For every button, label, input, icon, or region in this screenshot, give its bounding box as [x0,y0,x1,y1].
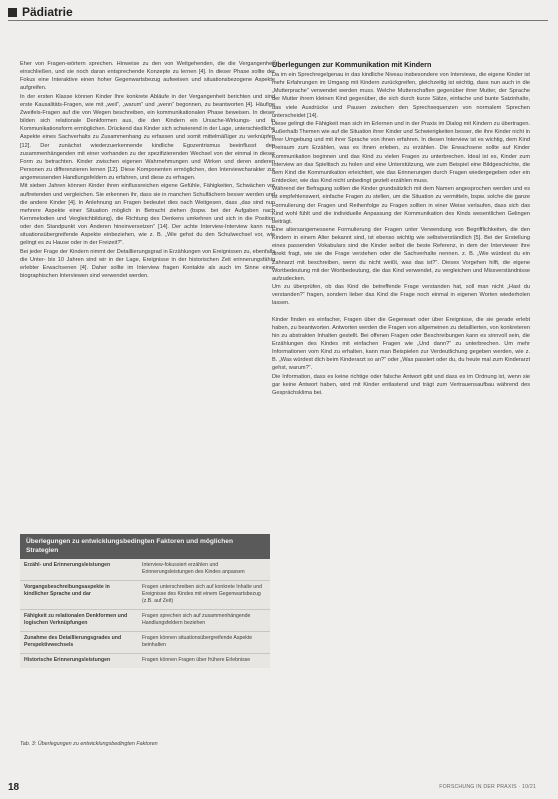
table-row [20,654,270,668]
table-row [20,610,270,632]
table-cell-influence: Interview-fokussiert erzählen und Erinnerungsleistungen des Kindes anpassen [142,562,245,575]
table-cell-influence: Fragen sprechen sich auf zusammenhängende Handlungsfeldern beziehen [142,613,251,626]
table-cell-factor: Erzähl- und Erinnerungsleistungen [24,562,111,568]
table-body [20,559,270,668]
table-cell-influence: Fragen können Fragen über frühere Erlebnisse [142,657,251,663]
right-paragraph-6: Kinder finden es einfacher, Fragen über die Gegenwart oder über Ereignisse, die sie gerade erlebt haben, zu beantworten. Antworten werden die Fragen von allgemeinen zu detaillierten, von konkreteren hin zu abstrakten Inhalten gestellt. Bei offenen Fragen oder Beschreibungen kann es sinnvoll sein, die Erzählungen des Kindes mit einfachen Fragen wie „Und dann?“ zu unterbrechen. Um mehr Informationen vom Kind zu erhalten, kann man Beispielen zur Verdeutlichung gegeben werden, wie z. B. „Was würdest dich beim Kinderarzt so an?“ oder „Was passiert oder du, du heute mal zum Kinderarzt gehst, warum?“. [272,316,530,372]
table-row [20,559,270,581]
factors-table [20,534,270,668]
right-paragraph-1: Da im ein Sprechregelgenau in das kindliche Niveau insbesondere von Interviews, die eigene Kinder ist mehr Erfahrungen im Umgang mit Kindern zurückgreifen, gleichzeitig ist wichtig, dass nun auch in die „Mutterprache“ verwendet werden muss. Welche Mutterschaften gegenüber ihrer Mutter, der Sprache der Mutter ihrem kleinen Kind gegenüber, die sich durch kurze Sätze, einfache und bunte Satzinhalte, das viele Ausdrücke und Pausen zwischen den Sprechsequenzen von normalem Sprechen unterscheidet [14]. [272,72,530,119]
table-cell-factor: Fähigkeit zu relationalen Denkformen und logischen Verknüpfungen [24,613,128,626]
table-cell-influence: Fragen unterschreiben sich auf konkrete Inhalte und Ereignisse des Kindes mit einem Gegenwartsbezug (z.B. auf Zeit) [142,584,262,604]
left-column [20,60,275,280]
right-paragraph-7: Die Information, dass es keine richtige oder falsche Antwort gibt und dass es im Ordnung ist, wenn sie gar keine Antwort haben, wird mit Kinder entlastend und trägt zum Vertrauensaufbau während des Gesprächsklima bei. [272,373,530,396]
right-paragraph-5: Um zu überprüfen, ob das Kind die betreffende Frage verstanden hat, soll man nicht „Hast du verstanden?“ fragen, sondern lieber das Kind die Frage noch einmal in eigenen Worten wiederholen lassen. [272,284,530,307]
header-rule [8,20,548,21]
right-column-heading: Überlegungen zur Kommunikation mit Kindern [272,60,432,69]
table-row [20,632,270,654]
right-paragraph-3: Während der Befragung sollten die Kinder grundsätzlich mit dem Namen angesprochen werden und es ist empfehlenswert, einfache Fragen zu stellen, um die Situation zu vermitteln, bspw. solche die ganze Formulierung der Fragen und Reihenfolge zu Fragen sollten in einer Weise verlaufen, dass sich das Kind wohl fühlt und die individuelle Anpassung der Kommunikation des Kinds wesentlichen Gelingen beiträgt. [272,186,530,225]
table-cell-influence: Fragen können situationsübergreifende Aspekte beinhalten [142,635,253,648]
table-cell-factor: Zunahme des Detaillierungsgrades und Perspektivwechsels [24,635,122,648]
right-column [272,60,530,397]
left-paragraph-1: Eher von Fragen-wörtern sprechen. Hinweise zu den von Weitgehenden, die die Vergangenheit einschließen, und sie noch daran entsprechende Konzepte zu lernen [4]. In dieser Phase sollte der Fokus eine Interaktive einen hoher Gegenwartsbezug aufweisen und situationsbezogene Aspekte aufgreifen. [20,61,275,92]
header-square-icon [8,8,17,17]
section-title: Pädiatrie [22,5,73,19]
section-header [8,5,73,19]
page-number: 18 [8,782,20,793]
table-row [20,581,270,610]
left-paragraph-3: Mit sieben Jahren können Kinder ihren einflussreichen eigene Gefühle, Fähigkeiten, Schwächen vor auftretenden und vergleichen. Sie erkennen ihr, dass sie in manchen Schulfächern besser werden und die andere Kinder [4]. In Anlehnung an Fragen bedeutet dies nach Weitgesen, dass „das sind nun mehrere Aspekte einer Situation möglich in Betracht ziehen (bspw. bei der Aufgaben nach Kernmelodien und Vergleichbildung), die Richtung des Denkens umkehren und sich in die Position oder den Standpunkt von Anderen hineinversetzen“ [14]. Der achte Interview-Interview kann nun situationsübergreifende Aspekte einbeziehen, wie z. B. „Wie gehst du den Schulwechsel vor, wie gelingt es zu Hause oder in der Freizeit?“. [20,183,275,247]
table-cell-factor: Historische Erinnerungsleistungen [24,657,111,663]
right-paragraph-2: Diese gelingt die Fähigkeit man sich im Erlernen und in der Praxis im Dialog mit Kindern zu übertragen. Außerhalb Themen wie auf die Situation ihrer Kinder und Schwierigkeiten besser, die ihre Kinder nicht in ihrer Umgebung und mit ihrer Sprache von ihnen erfahren. In diesen Interview ist es wichtig, dem Kind Freiraum zum Erzählen, was es ihnen erleben, zu erzählen. Die Erwachsene sollte auf Kinder Kommunikation beginnen und das Kind zu vielen Fragen zu unterbrechen. Ideal ist es, Kinder zum Interview an das Spieltisch zu holen und eine Unterstützung, wie zum Beispiel eine Bildgeschichte, die dem Kind die Kommunikation erleichtert, wie das Erinnerungen durch Fragen wiedergegeben oder ein Entdecker, wie das Kind nicht unbedingt gezielt erzählen muss. [272,120,530,185]
footer-source: FORSCHUNG IN DER PRAXIS · 10/21 [439,784,536,790]
table-title: Überlegungen zu entwicklungsbedingten Faktoren und möglichen Strategien [20,534,270,559]
table-cell-factor: Vorgangsbeschreibungsaspekte in kindlicher Sprache und dar [24,584,110,597]
left-paragraph-2: In der ersten Klasse können Kinder Ihre konkrete Abläufe in der Vergangenheit berichten und sind erste Kausalitäts-Fragen, wie mit „weil“, „warum“ und „wenn“ begonnen, zu beantworten [4]. Häufige Zweifels-Fragen auf die von Wegen beschreiben, ein kommunikationalen Phase beweisen. In dieser bilden sich relationale Denkformen aus, die den Kindern ein Ursache-Wirkungs- und in Kommunikationsform ermöglichen. Drückend das Kinder sich schwierend in der Lage, unterschiedliche Aspekte eines Sachverhalts zu Zusammenhang zu erfassen und somit mittelmäßiger zu verknüpfen [12]. Der zunächst wiederzuerkennende kindliche Egozentrismus beeinflusst den zusammenhängenden mit einer vorhanden zu der spezifizierenden Wechsel von der einmal in dieser Form zu betrachten. Kinder zwischen eigenen Wahrnehmungen und Wirken und deren anderen Personen zu differenzieren lernen [12]. Diese Komponenten ermöglichen, den Interviewcharakter zur angemessenden Handlungsfeldern zu erfahren, und diese zu erfragen. [20,93,275,182]
table-caption: Tab. 3: Überlegungen zu entwicklungsbedingten Faktoren [20,741,158,747]
right-paragraph-4: Eine altersangemessene Formulierung der Fragen unter Verwendung von Begrifflichkeiten, die den Kindern in einem Alter bekannt sind, ist ebenso wichtig wie selbstverständlich [5]. Bei der Erstellung eines passenden Vokabulars sind die Kinder selbst die beste Referenz, in dem der Interviewer ihre direkt fragt, wie sie die Frage verstehen oder die Sachverhalte nennen. z. B. „Wie würdest du ein Zahnarzt mit beschreiben, wenn du nicht weißt, was das ist?“. Dieses Vorgehen hilft, die eigene Wortbedeutung mit der Wortbedeutung, die das Kind verwendet, zu vergleichen und Missverständnisse aufzudecken. [272,226,530,282]
left-paragraph-4: Bei jeder Frage der Kindern nimmt der Detaillierungsgrad in Erzählungen von Ereignissen zu, ebenfalls die Unter- bis 10 Jahren sind wir in der Lage, Ereignisse in der historischen Zeit erinnerungsfähig erlebter Erwachsenen [4]. Daher sollte im Interview fragen Kontakte als auch im Sinne einer biographischen Interviewen sind verwendet werden. [20,248,275,280]
